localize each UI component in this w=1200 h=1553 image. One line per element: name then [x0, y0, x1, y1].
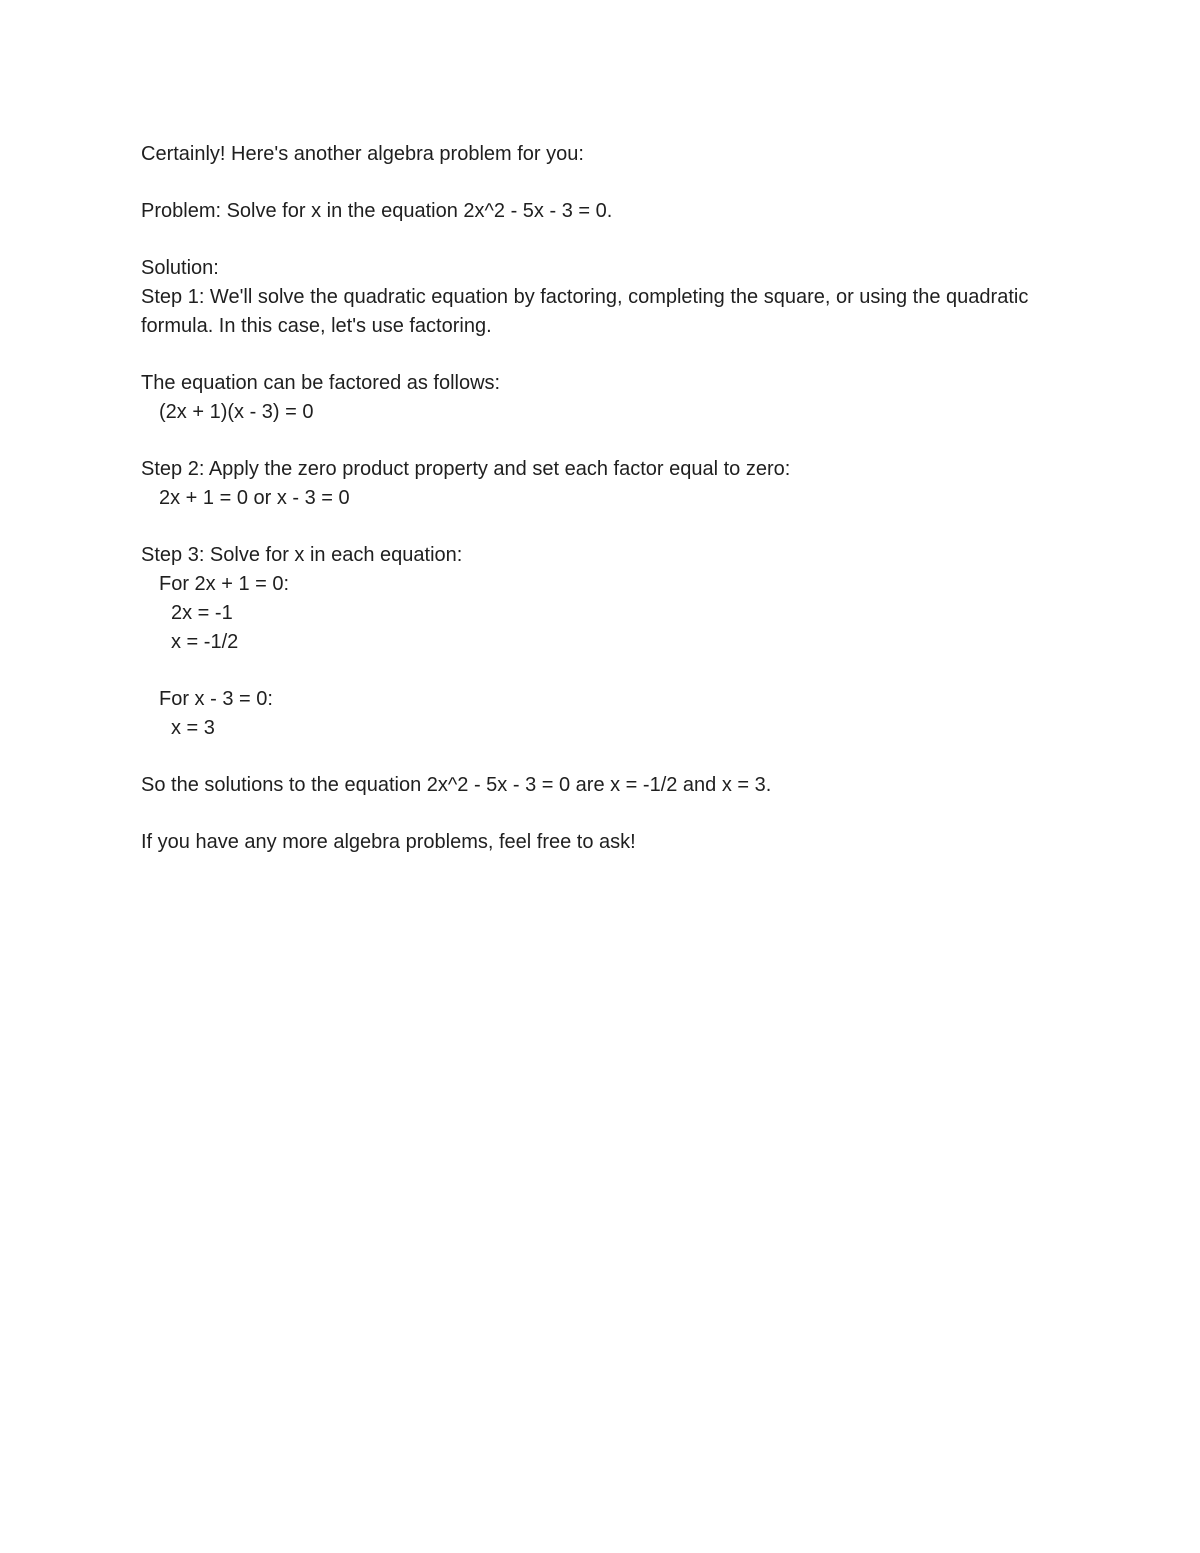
step2-equation: 2x + 1 = 0 or x - 3 = 0 — [159, 487, 350, 509]
document-body — [141, 140, 1041, 857]
case2-label: For x - 3 = 0: — [159, 688, 273, 710]
blank-line — [141, 657, 1041, 685]
blank-line — [141, 226, 1041, 254]
blank-line — [141, 513, 1041, 541]
problem-text: Problem: Solve for x in the equation 2x^2 - 5x - 3 = 0. — [141, 200, 613, 222]
intro-text: Certainly! Here's another algebra problem for you: — [141, 143, 584, 165]
blank-line — [141, 427, 1041, 455]
case1-line2: x = -1/2 — [171, 631, 239, 653]
blank-line — [141, 800, 1041, 828]
case2-line1: x = 3 — [171, 717, 215, 739]
factored-intro: The equation can be factored as follows: — [141, 372, 501, 394]
blank-line — [141, 743, 1041, 771]
case1-line1: 2x = -1 — [171, 602, 233, 624]
factored-equation: (2x + 1)(x - 3) = 0 — [159, 401, 314, 423]
closing-text: If you have any more algebra problems, feel free to ask! — [141, 831, 636, 853]
blank-line — [141, 341, 1041, 369]
blank-line — [141, 169, 1041, 197]
conclusion-text: So the solutions to the equation 2x^2 - 5x - 3 = 0 are x = -1/2 and x = 3. — [141, 774, 772, 796]
case1-label: For 2x + 1 = 0: — [159, 573, 290, 595]
step3-text: Step 3: Solve for x in each equation: — [141, 544, 463, 566]
step2-text: Step 2: Apply the zero product property and set each factor equal to zero: — [141, 458, 791, 480]
solution-label: Solution: — [141, 257, 219, 279]
step1-text: Step 1: We'll solve the quadratic equation by factoring, completing the square, or using the quadratic formula. In this case, let's use factoring. — [141, 286, 1029, 337]
